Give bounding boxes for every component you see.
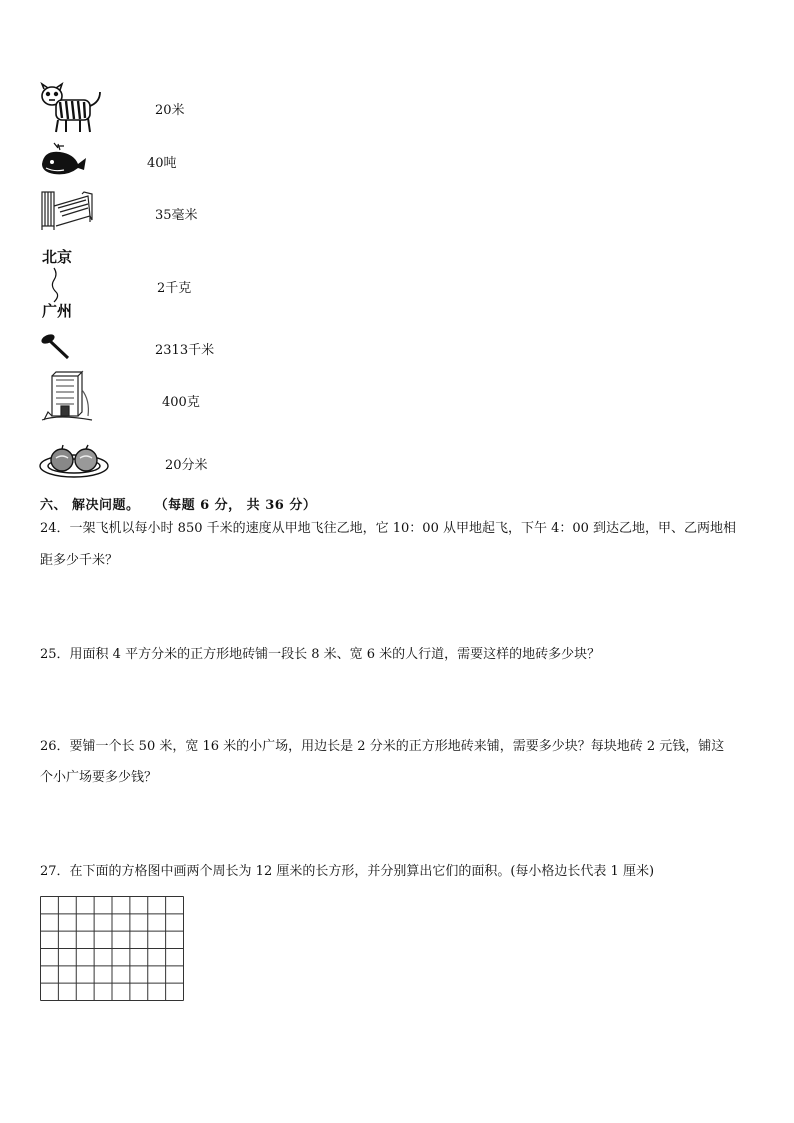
bed-icon xyxy=(38,186,94,232)
unit-label: 2千克 xyxy=(157,281,192,296)
whale-icon xyxy=(38,140,88,178)
question-27: 27．在下面的方格图中画两个周长为 12 厘米的长方形，并分别算出它们的面积。(每小格边长代表 1 厘米) xyxy=(40,864,655,879)
question-25: 25．用面积 4 平方分米的正方形地砖铺一段长 8 米、宽 6 米的人行道，需要这样的地砖多少块？ xyxy=(40,647,601,662)
tiger-icon xyxy=(38,82,104,134)
nail-icon xyxy=(38,330,78,362)
unit-label: 2313千米 xyxy=(155,343,215,358)
city-label-beijing: 北京 xyxy=(42,248,73,266)
unit-label: 20米 xyxy=(155,103,185,118)
beijing-guangzhou-map-icon xyxy=(42,246,82,324)
section-title: 六、 解决问题。 xyxy=(40,498,140,513)
unit-label: 35毫米 xyxy=(155,208,198,223)
question-24-line-1: 24．一架飞机以每小时 850 千米的速度从甲地飞往乙地，它 10：00 从甲地起飞，下午 4：00 到达乙地，甲、乙两地相 xyxy=(40,521,737,536)
section-heading xyxy=(40,494,316,513)
section-points: （每题 6 分， 共 36 分） xyxy=(154,498,317,513)
unit-label: 20分米 xyxy=(165,458,208,473)
unit-label: 40吨 xyxy=(147,156,177,171)
unit-label: 400克 xyxy=(162,395,200,410)
question-24-line-2: 距多少千米？ xyxy=(40,553,119,568)
square-grid xyxy=(40,896,184,1001)
building-icon xyxy=(38,370,96,424)
question-26-line-2: 个小广场要多少钱？ xyxy=(40,770,158,785)
city-label-guangzhou: 广州 xyxy=(42,302,73,320)
apples-plate-icon xyxy=(38,440,110,480)
question-26-line-1: 26．要铺一个长 50 米，宽 16 米的小广场，用边长是 2 分米的正方形地砖来铺，需要多少块？每块地砖 2 元钱，铺这 xyxy=(40,739,725,754)
